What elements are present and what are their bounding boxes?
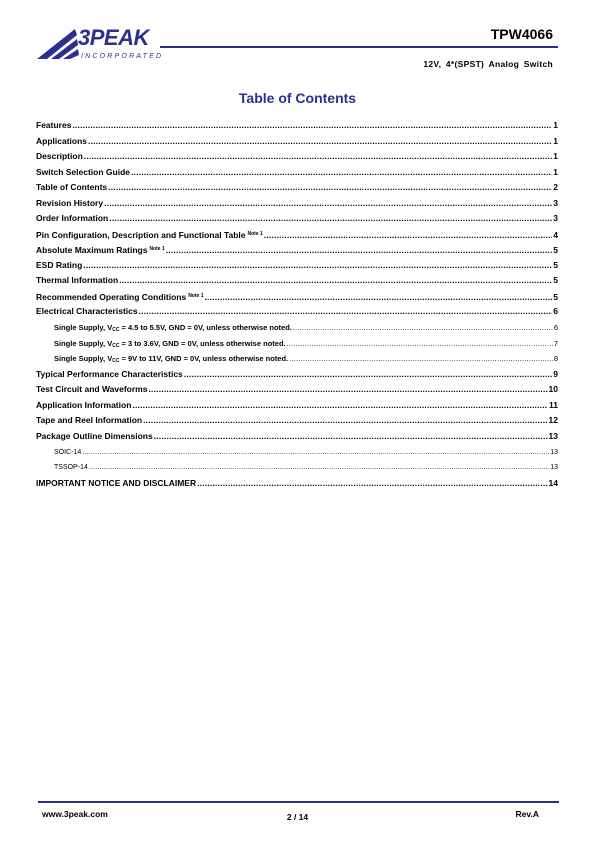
toc-page: 13 [550, 448, 558, 456]
toc-leader [104, 198, 552, 209]
toc-label: Typical Performance Characteristics [36, 368, 183, 379]
toc-note: Note 1 [247, 230, 263, 237]
toc-leader [108, 182, 552, 193]
toc-label: Description [36, 151, 83, 161]
toc-label-post: = 3 to 3.6V, GND = 0V, unless otherwise noted. [119, 338, 286, 348]
toc-leader [119, 275, 552, 286]
toc-entry-supply-9-11[interactable] [54, 353, 558, 367]
toc-page: 4 [553, 229, 558, 240]
toc-leader [289, 353, 553, 364]
toc-page: 5 [553, 275, 558, 285]
toc-leader [154, 431, 548, 442]
toc-entry-esd-rating[interactable] [36, 260, 558, 271]
peak-logo-icon [37, 25, 81, 61]
toc-label: Tape and Reel Information [36, 415, 143, 425]
toc-page: 10 [548, 384, 558, 394]
toc-note: Note 1 [188, 292, 204, 299]
toc-leader [72, 120, 552, 131]
logo-subtext: INCORPORATED [81, 53, 164, 60]
footer-page-indicator: 2 / 14 [286, 812, 309, 822]
footer-website: www.3peak.com [42, 809, 108, 819]
toc-label: Applications [36, 135, 88, 146]
toc-label [54, 322, 292, 336]
toc-label [36, 229, 263, 241]
toc-leader [184, 369, 552, 380]
toc-entry-test-circuit[interactable] [36, 384, 558, 395]
toc-page: 7 [553, 338, 558, 348]
toc-entry-thermal-information[interactable] [36, 275, 558, 286]
toc-label: SOIC-14 [54, 448, 82, 456]
toc-label: Table of Contents [36, 182, 108, 192]
toc-label: Order Information [36, 213, 109, 223]
toc-entry-absolute-maximum-ratings[interactable] [36, 244, 558, 256]
company-logo [37, 25, 172, 63]
toc-leader [89, 462, 549, 473]
toc-label-post: = 9V to 11V, GND = 0V, unless otherwise noted. [119, 354, 289, 363]
footer-revision: Rev.A [515, 809, 539, 819]
toc-leader [88, 136, 552, 147]
toc-page: 6 [553, 306, 558, 316]
toc-label-pre: Single Supply, V [54, 354, 113, 363]
toc-page: 5 [553, 259, 558, 270]
toc-leader [197, 478, 547, 489]
toc-page: 2 [553, 182, 558, 192]
toc-entry-package-outline[interactable] [36, 431, 558, 442]
toc-page: 1 [553, 151, 558, 161]
toc-entry-important-notice[interactable] [36, 478, 558, 489]
toc-page: 13 [548, 430, 558, 441]
toc-entry-switch-selection-guide[interactable] [36, 167, 558, 178]
toc-label-text: Absolute Maximum Ratings [36, 245, 148, 255]
toc-leader [204, 292, 552, 303]
toc-note: Note 1 [149, 246, 165, 252]
toc-label: Test Circuit and Waveforms [36, 384, 148, 394]
toc-label-sub: CC [112, 327, 120, 333]
page-title: Table of Contents [238, 90, 357, 106]
toc-page: 12 [548, 415, 558, 425]
toc-entry-pin-configuration[interactable] [36, 229, 558, 241]
toc-label-sub: CC [112, 342, 120, 349]
toc-entry-soic-14[interactable] [54, 447, 558, 458]
toc-entry-recommended-operating-conditions[interactable] [36, 291, 558, 303]
toc-leader [148, 384, 547, 395]
toc-page: 6 [553, 323, 558, 332]
toc-entry-revision-history[interactable] [36, 198, 558, 209]
toc-label: TSSOP-14 [54, 464, 88, 471]
toc-page: 1 [553, 120, 558, 130]
toc-page: 3 [553, 197, 558, 208]
toc-leader [83, 260, 552, 271]
toc-entry-supply-4p5-5p5[interactable] [54, 322, 558, 336]
footer-divider [38, 801, 559, 803]
toc-page: 14 [548, 477, 558, 488]
toc-leader [139, 306, 553, 317]
toc-entry-order-information[interactable] [36, 213, 558, 224]
toc-page: 9 [553, 368, 558, 379]
toc-label: Revision History [36, 197, 104, 208]
toc-leader [84, 151, 553, 162]
toc-label-text: Pin Configuration, Description and Functional Table [36, 229, 246, 240]
toc-leader [143, 415, 547, 426]
part-number: TPW4066 [490, 26, 553, 42]
toc-label: Thermal Information [36, 275, 119, 285]
toc-label-sub: CC [112, 358, 120, 364]
toc-entry-application-information[interactable] [36, 400, 558, 411]
toc-entry-typical-performance[interactable] [36, 369, 558, 380]
toc-label: IMPORTANT NOTICE AND DISCLAIMER [36, 477, 197, 488]
toc-page: 5 [553, 245, 558, 255]
toc-leader [109, 213, 552, 224]
toc-label: Features [36, 120, 72, 130]
toc-entry-tssop-14[interactable] [54, 462, 558, 473]
toc-label [36, 244, 165, 256]
toc-label-pre: Single Supply, V [54, 338, 113, 348]
toc-entry-features[interactable] [36, 120, 558, 131]
toc-label [54, 338, 286, 352]
toc-page: 5 [553, 291, 558, 302]
toc-label: Application Information [36, 399, 132, 410]
toc-label-pre: Single Supply, V [54, 323, 113, 332]
toc-page: 8 [553, 354, 558, 363]
toc-leader [132, 400, 548, 411]
toc-leader [166, 245, 553, 256]
toc-page: 1 [553, 166, 558, 177]
toc-entry-tape-and-reel[interactable] [36, 415, 558, 426]
toc-label: ESD Rating [36, 259, 83, 270]
toc-page: 13 [550, 464, 558, 471]
toc-page: 1 [553, 135, 558, 146]
logo-wordmark: 3PEAK [78, 25, 149, 50]
toc-entry-supply-3-3p6[interactable] [54, 338, 558, 352]
toc-page: 11 [549, 399, 558, 410]
toc-leader [82, 447, 549, 458]
toc-label [36, 291, 203, 303]
header-divider [160, 46, 558, 48]
toc-label-post: = 4.5 to 5.5V, GND = 0V, unless otherwise noted. [119, 323, 292, 332]
toc-leader [264, 230, 552, 241]
toc-label: Switch Selection Guide [36, 166, 130, 177]
toc-leader [293, 322, 553, 333]
toc-label: Electrical Characteristics [36, 306, 138, 316]
toc-leader [287, 338, 553, 349]
toc-label: Package Outline Dimensions [36, 430, 153, 441]
toc-entry-applications[interactable] [36, 136, 558, 147]
toc-entry-description[interactable] [36, 151, 558, 162]
toc-entry-table-of-contents[interactable] [36, 182, 558, 193]
toc-page: 3 [553, 213, 558, 223]
document-subtitle: 12V, 4*(SPST) Analog Switch [423, 59, 553, 69]
toc-label [54, 353, 288, 367]
toc-entry-electrical-characteristics[interactable] [36, 306, 558, 317]
toc-leader [131, 167, 552, 178]
toc-label-text: Recommended Operating Conditions [36, 291, 187, 302]
